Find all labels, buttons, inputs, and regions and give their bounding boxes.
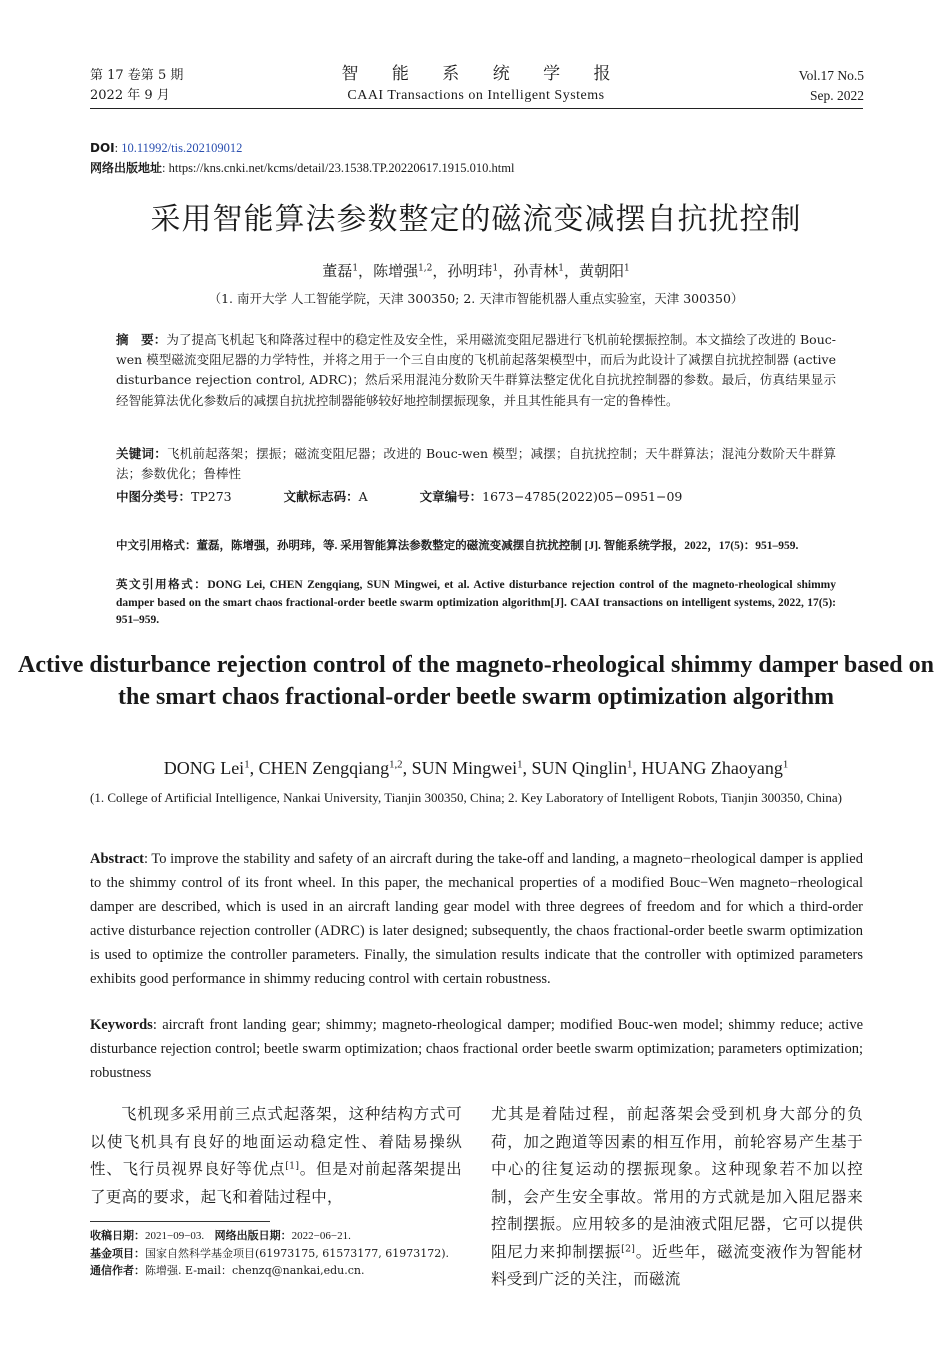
author-cn: 孙青林 [513,262,559,280]
author-cn: 董磊 [322,262,353,280]
reference-link[interactable]: [2] [621,1242,636,1254]
url-line: 网络出版地址: https://kns.cnki.net/kcms/detail/23.1538.TP.20220617.1915.010.html [90,161,515,175]
citation-en-label: 英文引用格式： [116,577,208,591]
article-meta [90,138,514,178]
body-paragraph: 。近些年，磁流变液作为智能材料受到广泛的关注，而磁流 [491,1242,863,1288]
online-label: 网络出版日期： [214,1229,292,1242]
abstract-en: Abstract: To improve the stability and safety of an aircraft during the take-off and landing, a magneto−rheological damper is applied to the shimmy control of its front wheel. In this paper, the mechanical properties of a modified Bouc−Wen magneto−rheological damper are described, which is used in an aircraft landing gear model with three degrees of freedom and for which a third-order active disturbance rejection controller (ADRC) is later designed; subsequently, the chaos fractional-order beetle swarm optimization is used to optimize the controller parameters. Finally, the simulation results indicate that the controller with optimized parameters exhibits good performance in shimmy reducing control with certain robustness. [90,851,863,987]
corr-label: 通信作者： [90,1264,145,1277]
online-date: 2022−06−21. [291,1230,351,1242]
body-column-right [491,1101,863,1294]
abstract-text-cn: 为了提高飞机起飞和降落过程中的稳定性及安全性，采用磁流变阻尼器进行飞机前轮摆振控制。本文描绘了改进的 Bouc-wen 模型磁流变阻尼器的力学特性，并将之用于一个三自由度的飞机前起落架模型中，而后为此设计了减摆自抗扰控制器 (active disturbance rejection control, ADRC)；然后采用混沌分数阶天牛群算法整定优化自抗扰控制器的参数。最后，仿真结果显示经智能算法优化参数后的减摆自抗扰控制器能够较好地控制摆振现象，并且其性能具有一定的鲁棒性。 [116,332,836,408]
online-url[interactable]: https://kns.cnki.net/kcms/detail/23.1538.TP.20220617.1915.010.html [168,161,515,175]
doc-code-value: A [358,489,368,504]
body-paragraph: 飞机现多采用前三点式起落架，这种结构方式可以使飞机具有良好的地面运动稳定性、着陆易操纵性、飞行员视界良好等优点 [90,1105,462,1178]
issue-date-en: Sep. 2022 [810,88,864,103]
journal-name-en: CAAI Transactions on Intelligent Systems [347,88,605,103]
author-list-cn: 董磊$^1$，陈增强$^{1,2}$，孙明玮$^1$，孙青林$^1$，黄朝阳$^1$ [322,262,630,280]
affiliation-en: (1. College of Artificial Intelligence, Nankai University, Tianjin 300350, China; 2. Key Laboratory of Intelligent Robots, Tianjin 300350, China) [90,790,842,805]
article-no-value: 1673−4785(2022)05−0951−09 [482,489,683,504]
abstract-label-cn: 摘 要： [116,332,167,347]
abstract-text-en: To improve the stability and safety of an aircraft during the take-off and landing, a magneto−rheological damper is applied to the shimmy control of its front wheel. In this paper, the mechanical properties of a modified Bouc−Wen magneto−rheological damper are described, which is used in an aircraft landing gear model with three degrees of freedom and for which a third-order active disturbance rejection controller (ADRC) is later designed; subsequently, the chaos fractional-order beetle swarm optimization is used to optimize the controller parameters. Finally, the simulation results indicate that the controller with optimized parameters exhibits good performance in shimmy reducing control with certain robustness. [90,851,863,987]
url-label: 网络出版地址 [90,161,163,175]
received-date: 2021−09−03. [145,1230,205,1242]
keywords-text-cn: 飞机前起落架；摆振；磁流变阻尼器；改进的 Bouc-wen 模型；减摆；自抗扰控制；天牛群算法；混沌分数阶天牛群算法；参数优化；鲁棒性 [116,446,836,482]
footnote-fund [90,1245,470,1262]
journal-vol-block [799,66,864,106]
footnote-dates [90,1227,470,1245]
body-paragraph: 尤其是着陆过程，前起落架会受到机身大部分的负荷，加之跑道等因素的相互作用，前轮容易产生基于中心的往复运动的摆振现象。这种现象若不加以控制，会产生安全事故。常用的方式就是加入阻尼器来控制摆振。应用较多的是油液式阻尼器，它可以提供阻尼力来抑制摆振 [491,1105,863,1261]
citation-cn [116,537,836,556]
keywords-label-en: Keywords [90,1017,153,1033]
keywords-text-en: aircraft front landing gear; shimmy; magneto-rheological damper; modified Bouc-wen model; shimmy reduce; active disturbance rejection control; beetle swarm optimization; chaos fractional order beetle swarm optimization; parameters optimization; robustness [90,1017,863,1081]
issue-date-cn: 2022 年 9 月 [90,88,170,103]
reference-link[interactable]: [1] [285,1160,300,1172]
footnote-correspondence [90,1262,470,1279]
body-column-left [90,1101,462,1211]
doi-link[interactable]: 10.11992/tis.202109012 [121,141,243,155]
doi-label: DOI [90,141,115,155]
paper-title-cn: 采用智能算法参数整定的磁流变减摆自抗扰控制 [150,202,802,237]
doc-code-label: 文献标志码： [283,489,359,504]
author-en: SUN Qinglin [531,758,628,778]
keywords-label-cn: 关键词： [116,446,167,461]
article-no-label: 文章编号： [419,489,483,504]
volume-issue: 第 17 卷第 5 期 [90,68,184,83]
footnote-rule [90,1221,270,1222]
citation-cn-label: 中文引用格式： [116,538,197,552]
classification-line [116,487,836,507]
keywords-en: Keywords: aircraft front landing gear; shimmy; magneto-rheological damper; modified Bouc-wen model; shimmy reduce; active disturbance rejection control; beetle swarm optimization; chaos fractional order beetle swarm optimization; parameters optimization; robustness [90,1017,863,1081]
journal-name-cn: 智 能 系 统 学 报 [341,64,625,84]
author-en: DONG Lei [163,758,245,778]
keywords-cn [116,444,836,484]
clc-value: TP273 [191,489,232,504]
citation-en [116,576,836,630]
abstract-label-en: Abstract [90,851,144,867]
doi-line: DOI: 10.11992/tis.202109012 [90,141,243,155]
citation-cn-text: 董磊，陈增强，孙明玮，等. 采用智能算法参数整定的磁流变减摆自抗扰控制 [J]. 智能系统学报，2022，17(5)：951–959. [196,540,799,552]
received-label: 收稿日期： [90,1229,145,1242]
body-paragraph: 。但是对前起落架提出了更高的要求，起飞和着陆过程中， [90,1160,462,1206]
abstract-cn [116,330,836,411]
volume-en: Vol.17 No.5 [798,68,864,83]
fund-text: 国家自然科学基金项目(61973175, 61573177, 61973172). [145,1247,450,1260]
fund-label: 基金项目： [90,1247,145,1260]
footnote [90,1227,470,1279]
paper-title-en: Active disturbance rejection control of the magneto-rheological shimmy damper based on the smart chaos fractional-order beetle swarm optimization algorithm [18,652,934,710]
citation-en-text: DONG Lei, CHEN Zengqiang, SUN Mingwei, et al. Active disturbance rejection control of the magneto-rheological shimmy damper based on the smart chaos fractional-order beetle swarm optimization algorithm[J]. CAAI transactions on intelligent systems, 2022, 17(5): 951–959. [116,579,836,626]
author-list-en: DONG Lei$^1$, CHEN Zengqiang$^{1,2}$, SUN Mingwei$^1$, SUN Qinglin$^1$, HUANG Zhaoyang$^1$ [163,758,789,778]
author-en: HUANG Zhaoyang [641,758,783,778]
author-cn: 孙明玮 [447,262,493,280]
author-cn: 黄朝阳 [578,262,624,280]
header-rule [90,108,863,109]
clc-label: 中图分类号： [116,489,192,504]
affiliation-cn: （1. 南开大学 人工智能学院，天津 300350; 2. 天津市智能机器人重点实验室，天津 300350） [208,291,744,306]
author-en: CHEN Zengqiang [258,758,390,778]
corr-text: 陈增强. E-mail：chenzq@nankai,edu.cn. [145,1264,365,1277]
author-en: SUN Mingwei [411,758,518,778]
author-cn: 陈增强 [373,262,419,280]
